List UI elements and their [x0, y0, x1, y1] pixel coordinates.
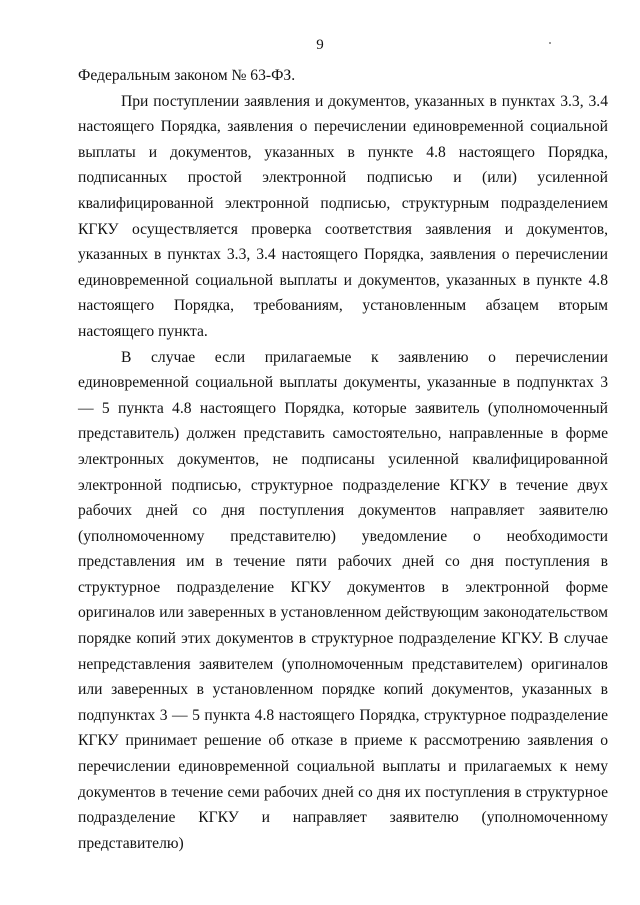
paragraph-unsigned-documents: В случае если прилагаемые к заявлению о перечислении единовременной социальной выплаты документы, указанные в подпунктах 3 — 5 пункта 4.8 настоящего Порядка, которые заявитель (уполномоченный представитель) должен представить самостоятельно, направленные в форме электронных документов, не подписаны усиленной квалифицированной электронной подписью, структурное подразделение КГКУ в течение двух рабочих дней со дня поступления документов направляет заявителю (уполномоченному представителю) уведомление о необходимости представления им в течение пяти рабочих дней со дня поступления в структурное подразделение КГКУ документов в электронной форме оригиналов или заверенных в установленном действующим законодательством порядке копий этих документов в структурное подразделение КГКУ. В случае непредставления заявителем (уполномоченным представителем) оригиналов или заверенных в установленном порядке копий документов, указанных в подпунктах 3 — 5 пункта 4.8 настоящего Порядка, структурное подразделение КГКУ принимает решение об отказе в приеме к рассмотрению заявления о перечислении единовременной социальной выплаты и прилагаемых к нему документов в течение семи рабочих дней со дня их поступления в структурное подразделение КГКУ и направляет заявителю (уполномоченному представителю) [78, 348, 608, 852]
page-number: 9 [316, 37, 324, 53]
paragraph-continuation: Федеральным законом № 63-ФЗ. [78, 67, 296, 84]
scan-speck [549, 42, 551, 44]
paragraph-verification: При поступлении заявления и документов, указанных в пунктах 3.3, 3.4 настоящего Порядка, заявления о перечислении единовременной социальной выплаты и документов, указанных в пункте 4.8 настоящего Порядка, подписанных простой электронной подписью и (или) усиленной квалифицированной электронной подписью, структурным подразделением КГКУ осуществляется проверка соответствия заявления и документов, указанных в пунктах 3.3, 3.4 настоящего Порядка, заявления о перечислении единовременной социальной выплаты и документов, указанных в пункте 4.8 настоящего Порядка, требованиям, установленным абзацем вторым настоящего пункта. [78, 92, 608, 340]
document-body [78, 63, 608, 856]
